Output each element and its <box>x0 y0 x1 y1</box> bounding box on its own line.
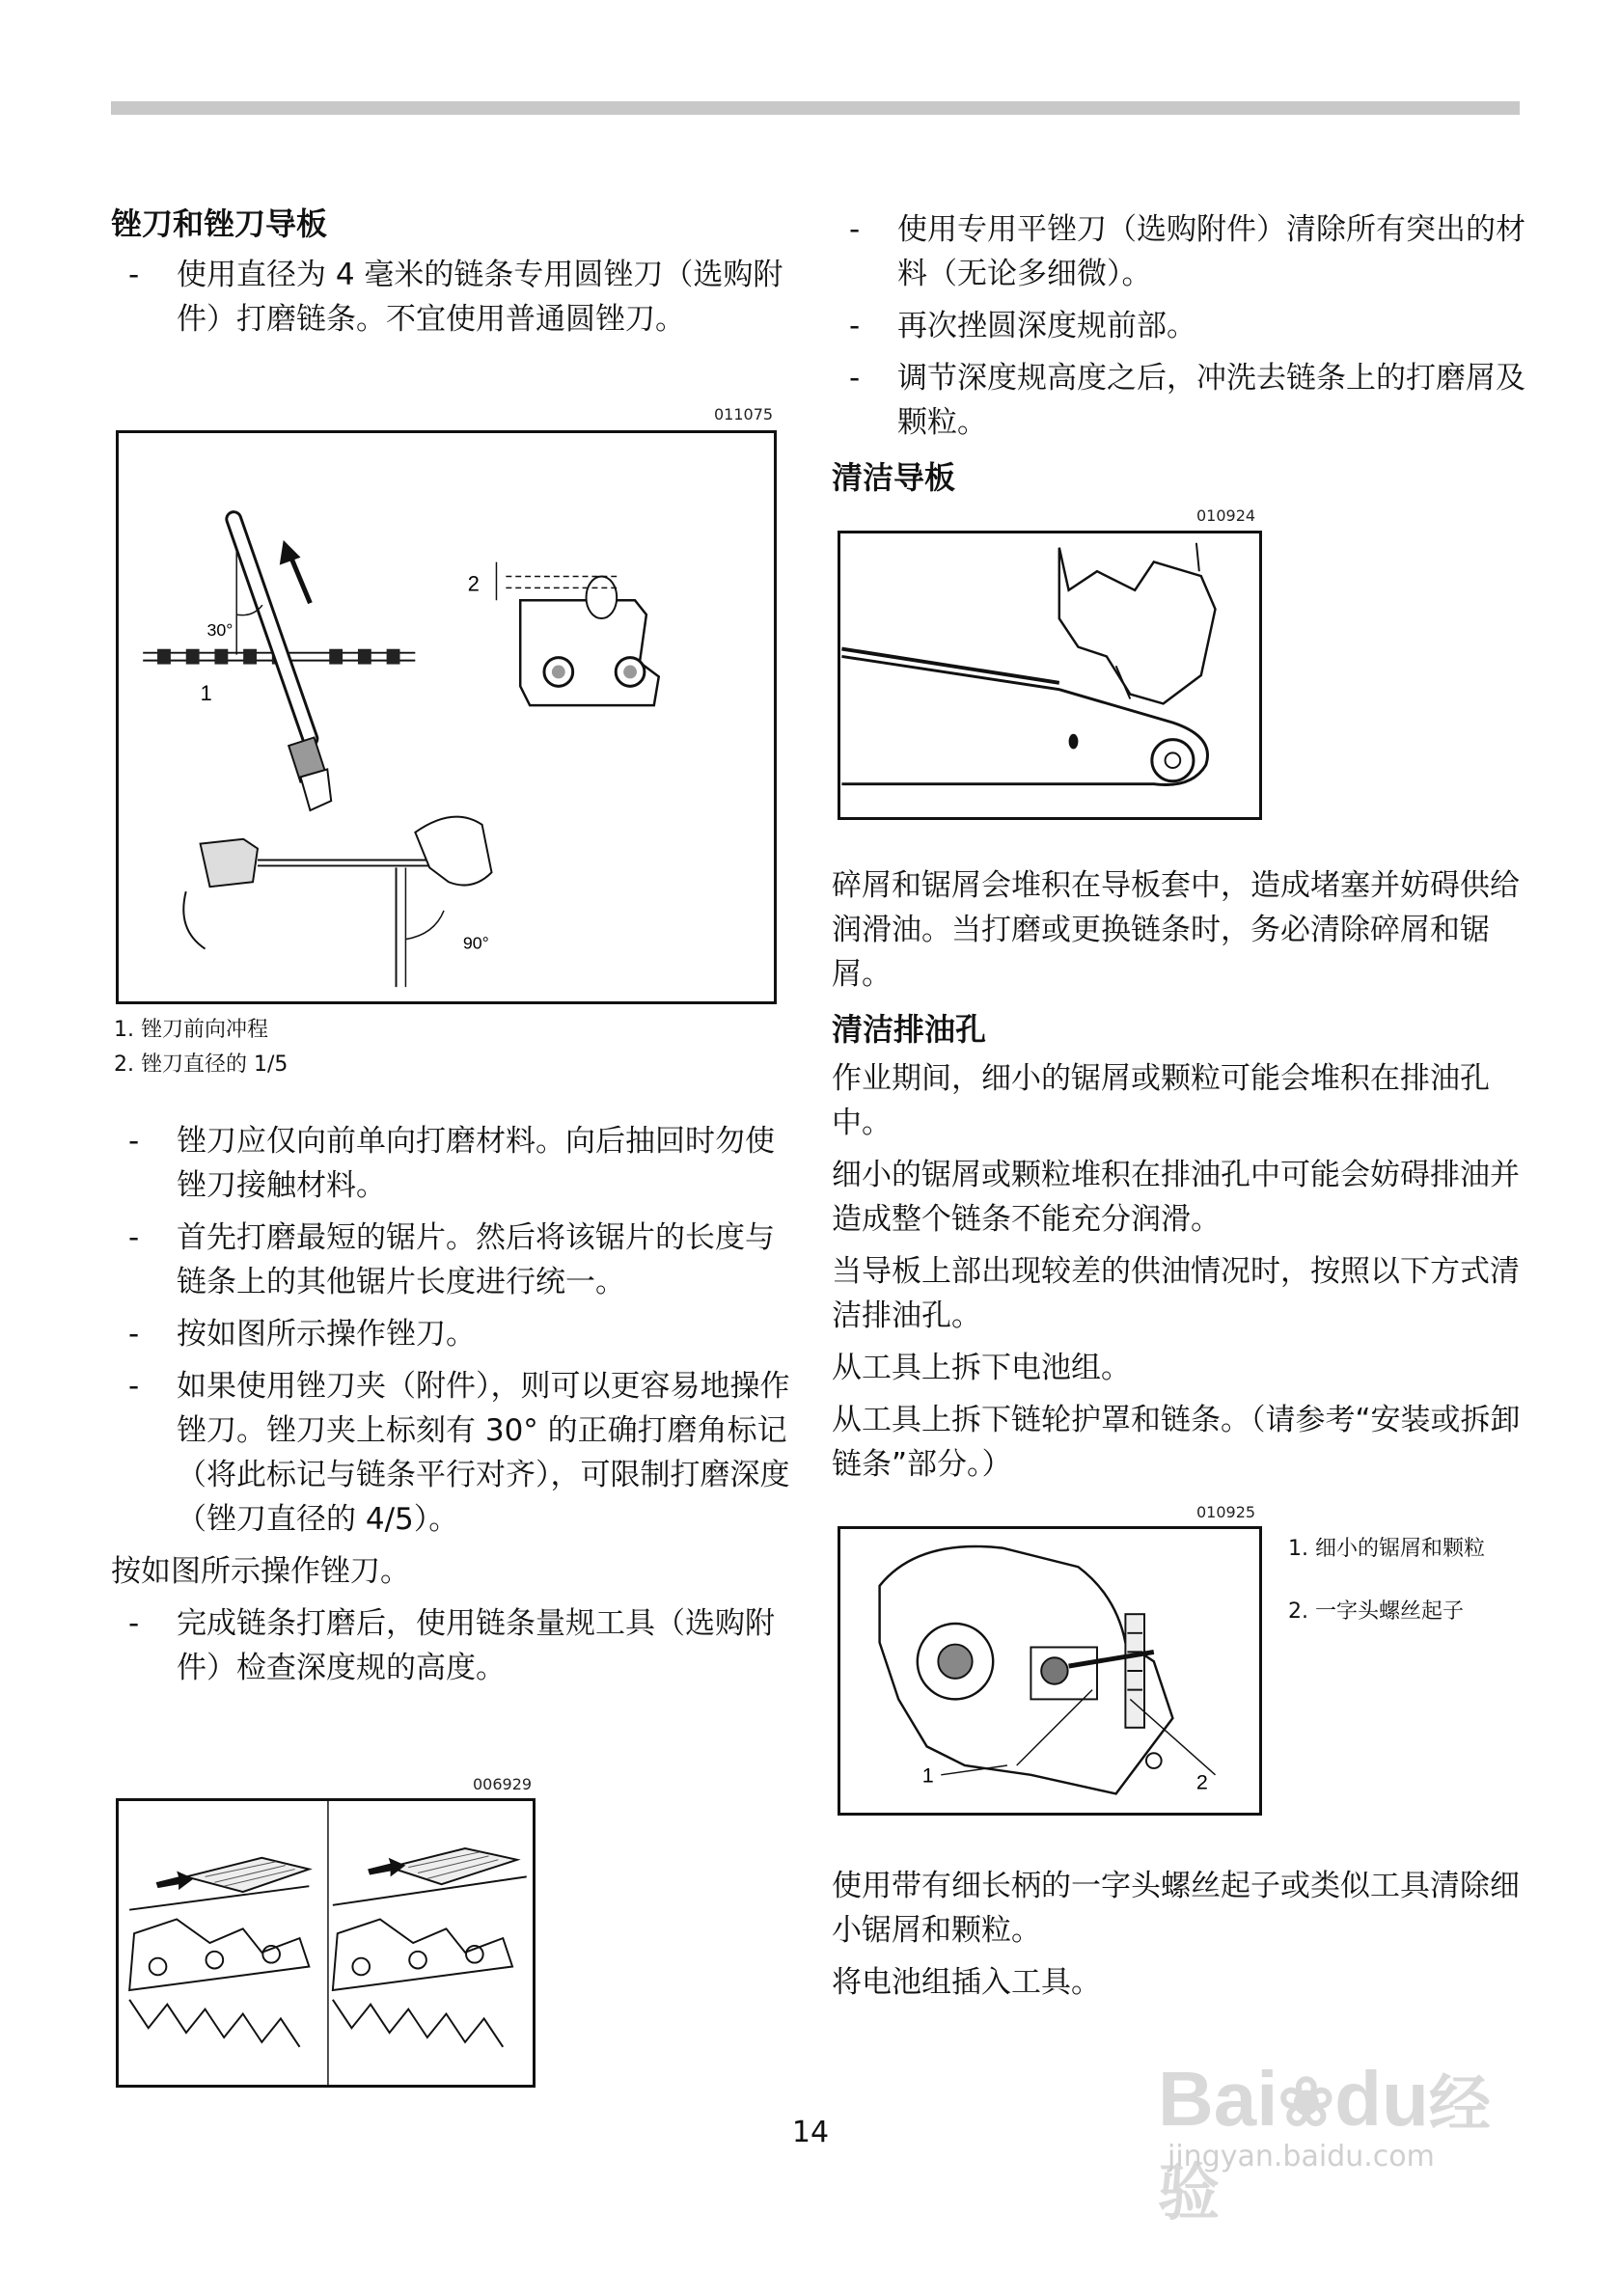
figure-code: 010925 <box>1196 1503 1256 1521</box>
paragraph: 细小的锯屑或颗粒堆积在排油孔中可能会妨碍排油并造成整个链条不能充分润滑。 <box>832 1158 1520 1237</box>
right-column <box>832 207 1526 499</box>
bullet-item: - 完成链条打磨后，使用链条量规工具（选购附件）检查深度规的高度。 <box>128 1606 775 1685</box>
paragraph: 从工具上拆下链轮护罩和链条。（请参考“安装或拆卸链条”部分。） <box>832 1403 1521 1482</box>
guide-bar-illustration <box>840 533 1259 817</box>
figure-code: 011075 <box>714 405 774 424</box>
bullet-item: - 按如图所示操作锉刀。 <box>128 1317 476 1352</box>
caption-screwdriver: 2. 一字头螺丝起子 <box>1288 1599 1464 1624</box>
bullet-item: - 锉刀应仅向前单向打磨材料。向后抽回时勿使锉刀接触材料。 <box>128 1124 775 1203</box>
bullet-item: - 再次挫圆深度规前部。 <box>849 309 1196 343</box>
caption-2: 2. 锉刀直径的 1/5 <box>114 1052 288 1077</box>
watermark-url: jingyan.baidu.com <box>1168 2140 1435 2173</box>
label-angle-90: 90° <box>462 933 489 953</box>
page-number: 14 <box>791 2116 830 2149</box>
left-column-bullets <box>111 1119 791 1698</box>
paragraph: 使用带有细长柄的一字头螺丝起子或类似工具清除细小锯屑和颗粒。 <box>832 1869 1520 1948</box>
paragraph: 作业期间，细小的锯屑或颗粒可能会堆积在排油孔中。 <box>832 1061 1490 1140</box>
bullet-item: - 首先打磨最短的锯片。然后将该锯片的长度与链条上的其他锯片长度进行统一。 <box>128 1220 775 1299</box>
depth-gauge-illustration <box>119 1801 533 2085</box>
watermark <box>1158 2026 1544 2228</box>
section-heading-oil-hole: 清洁排油孔 <box>832 1011 987 1048</box>
watermark-brand: Bai❀du经验 <box>1158 2056 1491 2228</box>
paragraph: 碎屑和锯屑会堆积在导板套中，造成堵塞并妨碍供给润滑油。当打磨或更换链条时，务必清除碎屑和锯屑。 <box>832 868 1520 992</box>
figure-depth-gauge <box>116 1798 536 2088</box>
paragraph: 按如图所示操作锉刀。 <box>111 1554 410 1589</box>
figure-code: 010924 <box>1196 506 1256 525</box>
caption-fine-particles: 1. 细小的锯屑和颗粒 <box>1288 1537 1485 1561</box>
filing-illustration <box>119 433 774 1001</box>
bullet-item: - 如果使用锉刀夹（附件），则可以更容易地操作锉刀。锉刀夹上标刻有 30° 的正确打磨角标记（将此标记与链条平行对齐），可限制打磨深度（锉刀直径的 4/5）。 <box>128 1369 790 1537</box>
bullet-file-size: - 使用直径为 4 毫米的链条专用圆锉刀（选购附件）打磨链条。不宜使用普通圆锉刀。 <box>128 258 783 337</box>
label-2: 2 <box>1195 1769 1208 1794</box>
oil-hole-illustration <box>840 1529 1259 1813</box>
label-2: 2 <box>467 571 480 596</box>
label-1: 1 <box>921 1763 934 1788</box>
paragraph: 将电池组插入工具。 <box>832 1965 1101 2000</box>
section-heading-file: 锉刀和锉刀导板 <box>111 205 328 242</box>
figure-oil-hole <box>838 1526 1262 1816</box>
header-rule <box>111 101 1520 115</box>
label-1: 1 <box>200 681 212 706</box>
right-column-2 <box>832 863 1526 1487</box>
right-column-3 <box>832 1864 1526 2005</box>
paw-icon: ❀ <box>1278 2064 1335 2140</box>
figure-clean-guide-bar <box>838 531 1262 820</box>
bullet-item: - 使用专用平锉刀（选购附件）清除所有突出的材料（无论多细微）。 <box>849 212 1525 291</box>
section-heading-clean-bar: 清洁导板 <box>832 459 956 496</box>
left-column <box>111 203 791 349</box>
caption-1: 1. 锉刀前向冲程 <box>114 1018 268 1042</box>
bullet-item: - 调节深度规高度之后，冲洗去链条上的打磨屑及颗粒。 <box>849 361 1525 440</box>
label-angle-30: 30° <box>206 619 234 640</box>
paragraph: 从工具上拆下电池组。 <box>832 1351 1131 1385</box>
paragraph: 当导板上部出现较差的供油情况时，按照以下方式清洁排油孔。 <box>832 1254 1520 1333</box>
figure-code: 006929 <box>473 1775 533 1793</box>
figure-filing-angle <box>116 430 777 1004</box>
